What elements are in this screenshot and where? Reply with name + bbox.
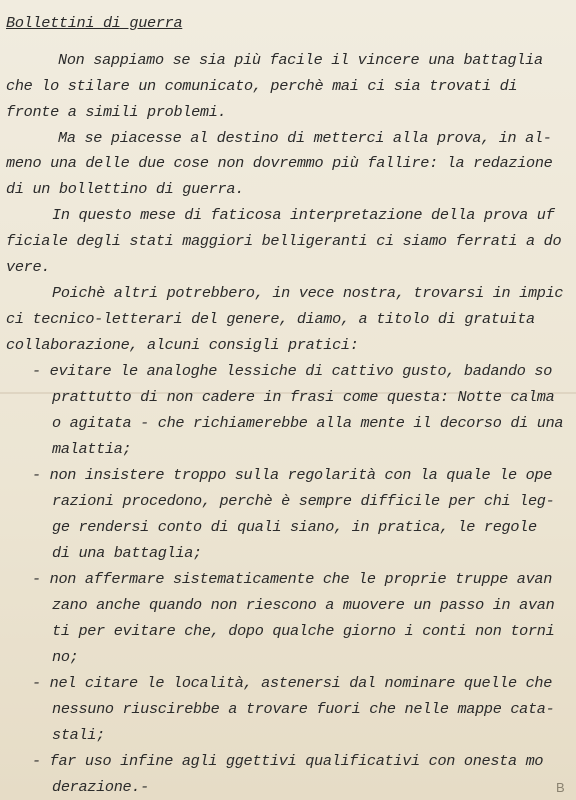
list-item: - nel citare le località, astenersi dal nominare quelle che (32, 674, 553, 692)
text-line: ficiale degli stati maggiori belligeranti ci siamo ferrati a do (6, 232, 562, 250)
text-line: fronte a simili problemi. (6, 103, 227, 121)
text-line: zano anche quando non riescono a muovere un passo in avan (52, 596, 555, 614)
text-line: collaborazione, alcuni consigli pratici: (6, 336, 359, 354)
list-item: - evitare le analoghe lessiche di cattivo gusto, badando so (32, 362, 553, 380)
text-line: che lo stilare un comunicato, perchè mai ci sia trovati di (6, 77, 518, 95)
text-line: ci tecnico-letterari del genere, diamo, a titolo di gratuita (6, 310, 535, 328)
text-line: Non sappiamo se sia più facile il vincere una battaglia (58, 51, 543, 69)
list-item: - non insistere troppo sulla regolarità con la quale le ope (32, 466, 553, 484)
text-line: di una battaglia; (52, 544, 202, 562)
text-line: Poichè altri potrebbero, in vece nostra, trovarsi in impic (52, 284, 564, 302)
text-line: vere. (6, 258, 51, 276)
text-line: meno una delle due cose non dovremmo più fallire: la redazione (6, 154, 553, 172)
text-line: di un bollettino di guerra. (6, 180, 244, 198)
text-line: razioni procedono, perchè è sempre difficile per chi leg- (52, 492, 555, 510)
text-line: nessuno riuscirebbe a trovare fuori che nelle mappe cata- (52, 700, 555, 718)
page-mark: B (556, 780, 565, 795)
text-line: o agitata - che richiamerebbe alla mente il decorso di una (52, 414, 564, 432)
list-item: - non affermare sistematicamente che le proprie truppe avan (32, 570, 553, 588)
text-line: prattutto di non cadere in frasi come questa: Notte calma (52, 388, 555, 406)
list-item: - far uso infine agli ggettivi qualificativi con onesta mo (32, 752, 544, 770)
text-line: stali; (52, 726, 105, 744)
text-line: Ma se piacesse al destino di metterci alla prova, in al- (58, 129, 552, 147)
text-line: malattia; (52, 440, 132, 458)
document-title: Bollettini di guerra (6, 14, 183, 32)
text-line: no; (52, 648, 79, 666)
text-line: ti per evitare che, dopo qualche giorno i conti non torni (52, 622, 555, 640)
text-line: In questo mese di faticosa interpretazione della prova uf (52, 206, 555, 224)
text-line: ge rendersi conto di quali siano, in pratica, le regole (52, 518, 537, 536)
text-line: derazione.- (52, 778, 149, 796)
